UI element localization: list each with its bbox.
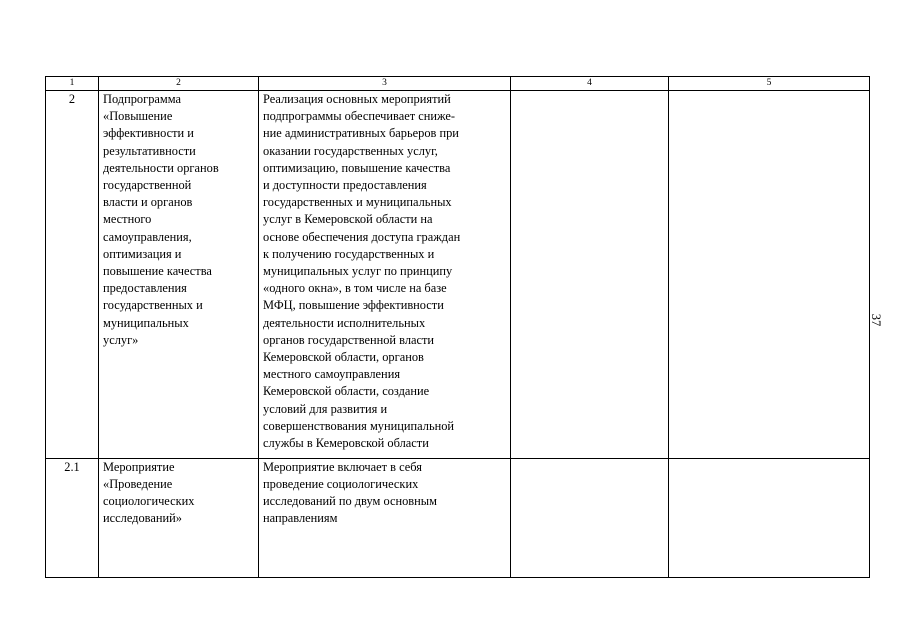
row-description: Реализация основных мероприятий подпрограммы обеспечивает сниже- ние административных барьеров при оказании государственных услуг, оптимизацию, повышение качества и доступности предоставления государственных и муниципальных услуг в Кемеровской области на основе обеспечения доступа граждан к получению государственных и муниципальных услуг по принципу «одного окна», в том числе на базе МФЦ, повышение эффективности деятельности исполнительных органов государственной власти Кемеровской области, органов местного самоуправления Кемеровской области, создание условий для развития и совершенствования муниципальной службы в Кемеровской области [263, 92, 461, 451]
row-title: Подпрограмма «Повышение эффективности и результативности деятельности органов государственной власти и органов местного самоуправления, оптимизация и повышение качества предоставления государственных и муниципальных услуг» [103, 92, 219, 347]
row-title: Мероприятие «Проведение социологических исследований» [103, 459, 195, 526]
table-header-row [46, 77, 870, 91]
header-cell-2: 2 [99, 77, 259, 91]
table-row [46, 458, 870, 577]
table-row [46, 91, 870, 459]
row-description-cell [259, 458, 511, 577]
program-table [45, 76, 870, 578]
row-description: Мероприятие включает в себя проведение социологических исследований по двум основным направлениям [263, 459, 437, 526]
header-cell-1: 1 [46, 77, 99, 91]
row-col5-cell [669, 458, 870, 577]
row-number-cell [46, 458, 99, 577]
row-col4-cell [511, 458, 669, 577]
row-number: 2 [68, 92, 76, 107]
row-col5-cell [669, 91, 870, 459]
header-cell-5: 5 [669, 77, 870, 91]
row-title-cell [99, 458, 259, 577]
row-title-cell [99, 91, 259, 459]
row-number: 2.1 [64, 459, 80, 474]
row-number-cell [46, 91, 99, 459]
header-cell-4: 4 [511, 77, 669, 91]
page-number: 37 [869, 313, 883, 327]
row-description-cell [259, 91, 511, 459]
row-col4-cell [511, 91, 669, 459]
header-cell-3: 3 [259, 77, 511, 91]
